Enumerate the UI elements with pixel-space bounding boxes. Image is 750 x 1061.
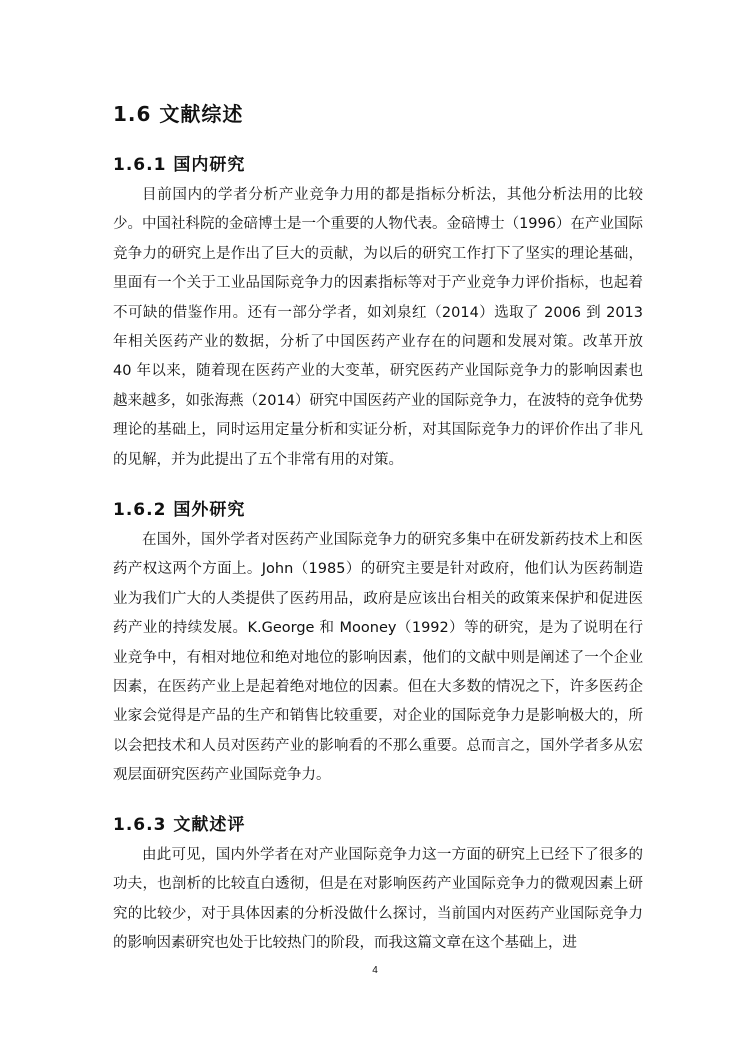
paragraph-domestic: 目前国内的学者分析产业竞争力用的都是指标分析法，其他分析法用的比较少。中国社科院的金碚博士是一个重要的人物代表。金碚博士（1996）在产业国际竞争力的研究上是作出了巨大的贡献，为以后的研究工作打下了坚实的理论基础，里面有一个关于工业品国际竞争力的因素指标等对于产业竞争力评价指标，也起着不可缺的借鉴作用。还有一部分学者，如刘泉红（2014）选取了 2006 到 2013 年相关医药产业的数据，分析了中国医药产业存在的问题和发展对策。改革开放 40 年以来，随着现在医药产业的大变革，研究医药产业国际竞争力的影响因素也越来越多，如张海燕（2014）研究中国医药产业的国际竞争力，在波特的竞争优势理论的基础上，同时运用定量分析和实证分析，对其国际竞争力的评价作出了非凡的见解，并为此提出了五个非常有用的对策。	[113, 187, 643, 468]
subsection-heading-foreign: 1.6.2 国外研究	[113, 500, 246, 520]
subsection-heading-review: 1.6.3 文献述评	[113, 815, 246, 835]
paragraph-review: 由此可见，国内外学者在对产业国际竞争力这一方面的研究上已经下了很多的功夫，也剖析的比较直白透彻，但是在对影响医药产业国际竞争力的微观因素上研究的比较少，对于具体因素的分析没做什么探讨，当前国内对医药产业国际竞争力的影响因素研究也处于比较热门的阶段，而我这篇文章在这个基础上，进	[113, 847, 643, 952]
section-heading: 1.6 文献综述	[113, 102, 244, 126]
subsection-heading-domestic: 1.6.1 国内研究	[113, 155, 246, 175]
paragraph-foreign: 在国外，国外学者对医药产业国际竞争力的研究多集中在研发新药技术上和医药产权这两个方面上。John（1985）的研究主要是针对政府，他们认为医药制造业为我们广大的人类提供了医药用品，政府是应该出台相关的政策来保护和促进医药产业的持续发展。K.George 和 Mooney（1992）等的研究，是为了说明在行业竞争中，有相对地位和绝对地位的影响因素，他们的文献中则是阐述了一个企业因素，在医药产业上是起着绝对地位的因素。但在大多数的情况之下，许多医药企业家会觉得是产品的生产和销售比较重要，对企业的国际竞争力是影响极大的，所以会把技术和人员对医药产业的影响看的不那么重要。总而言之，国外学者多从宏观层面研究医药产业国际竞争力。	[113, 532, 643, 784]
page-number: 4	[372, 965, 378, 976]
